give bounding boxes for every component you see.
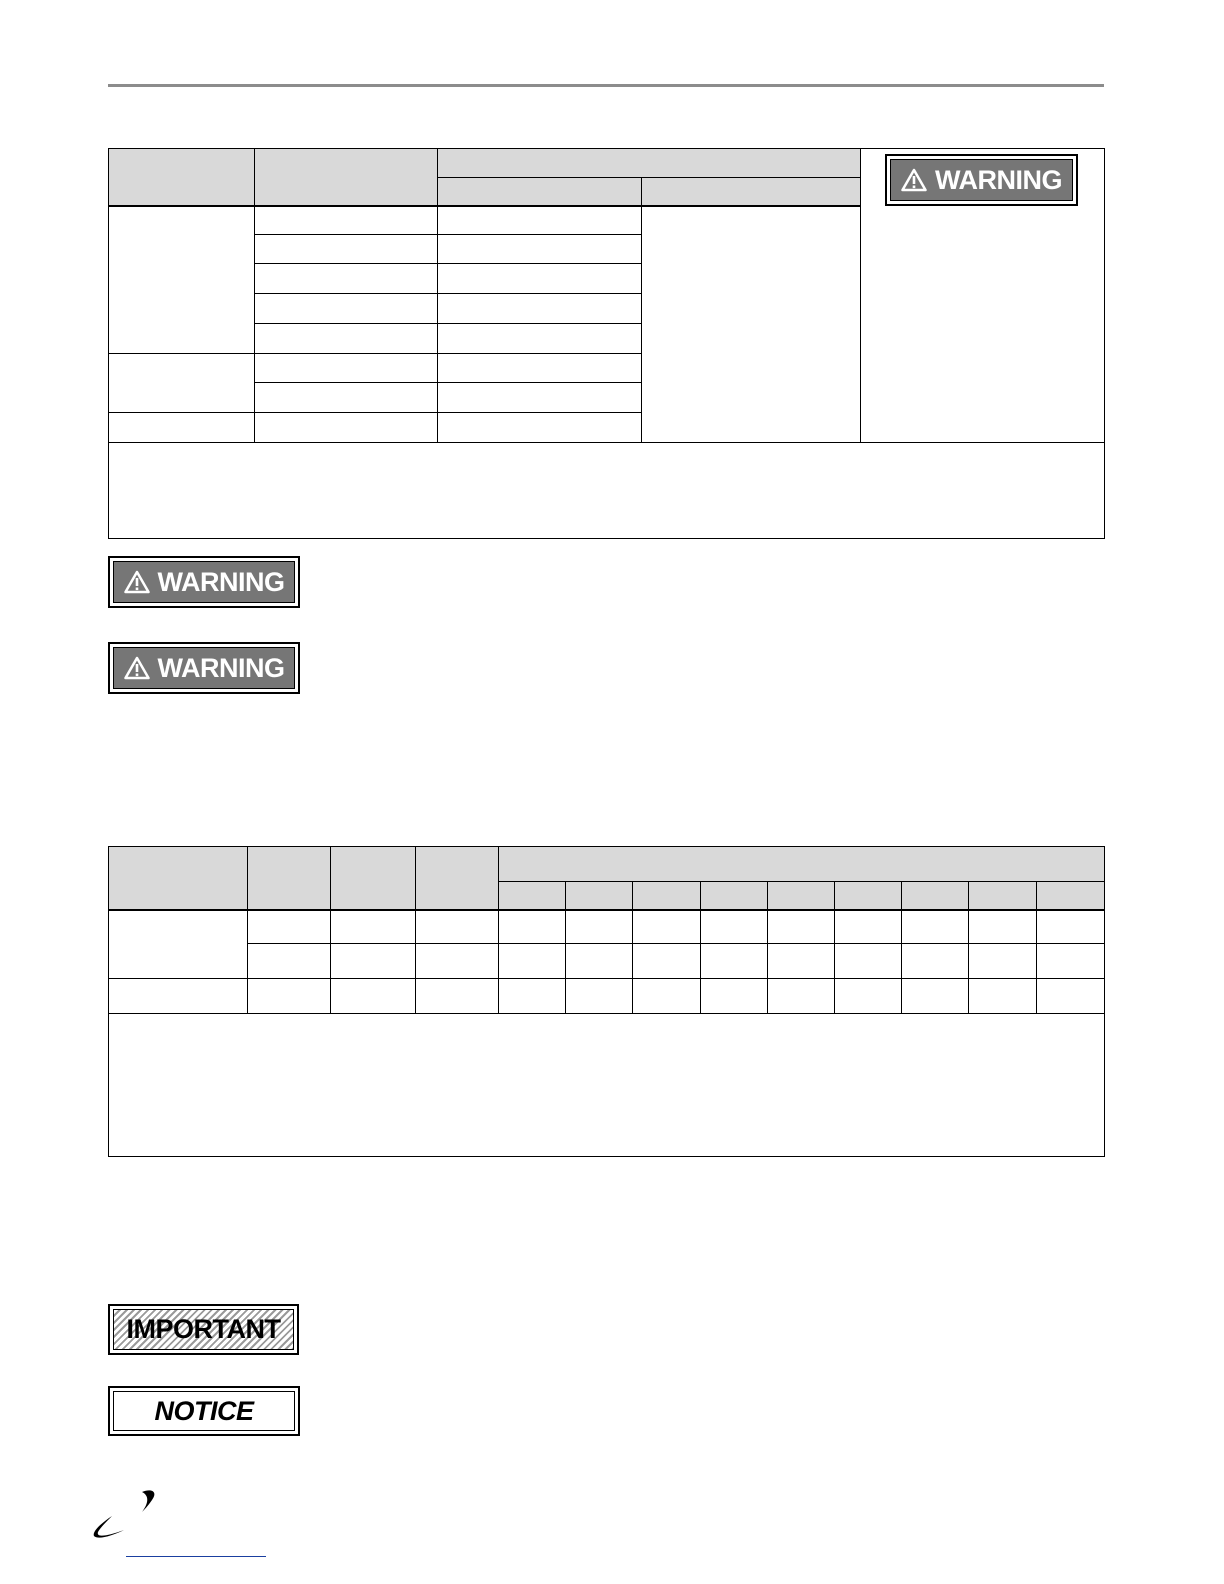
table-row-cell [255,383,438,413]
table-row-cell [109,354,255,413]
table-row-cell [1037,944,1105,979]
table-row-cell [701,910,768,944]
table-row-cell [969,944,1037,979]
table-row-cell [255,324,438,354]
table-2-subheader-cell [768,882,835,910]
table-1-header-cell [109,149,255,206]
table-row-cell [835,910,902,944]
table-row-cell [438,324,642,354]
table-row-cell [633,979,701,1014]
table-1-header-group [438,149,861,178]
table-1-header-cell [255,149,438,206]
important-label [108,1304,299,1355]
table-2-subheader-cell [633,882,701,910]
notice-label [108,1386,300,1436]
warning-label [108,642,300,694]
table-2-note [109,1014,1105,1157]
table-row-cell [566,979,633,1014]
header-rule [108,84,1104,87]
warning-label-text: WARNING [935,164,1062,195]
table-2-subheader-cell [1037,882,1105,910]
table-1-warning-cell [861,149,1105,443]
table-row-cell [416,944,499,979]
table-2-subheader-cell [902,882,969,910]
table-row-cell [255,354,438,383]
table-row-cell [109,910,248,979]
table-2-subheader-cell [566,882,633,910]
table-row-cell [701,944,768,979]
table-row-cell [499,979,566,1014]
table-2-header-cell [248,847,331,910]
table-row-cell [109,206,255,354]
warning-label [108,556,300,608]
warning-label-text: WARNING [157,566,285,597]
warning-triangle-icon [124,656,150,680]
table-row-cell [499,910,566,944]
table-row-cell [438,235,642,264]
table-row-cell [969,910,1037,944]
table-row-cell [633,910,701,944]
table-2-subheader-cell [835,882,902,910]
table-row-cell [701,979,768,1014]
notice-label-text: NOTICE [154,1395,254,1426]
table-row-cell [109,413,255,443]
table-row-cell [566,944,633,979]
table-row-cell [633,944,701,979]
table-2-header-group [499,847,1105,882]
table-1-subheader-cell [438,178,642,206]
table-2-header-cell [331,847,416,910]
important-label-text: IMPORTANT [126,1314,281,1344]
table-row-cell [255,206,438,235]
table-row-cell [438,383,642,413]
table-2-subheader-cell [499,882,566,910]
table-2 [108,846,1105,1157]
table-row-cell [969,979,1037,1014]
table-row-cell [438,264,642,294]
table-row-cell [1037,979,1105,1014]
table-row-cell [902,910,969,944]
table-row-cell [255,294,438,324]
table-row-cell [248,979,331,1014]
table-row-cell [255,264,438,294]
table-row-cell [499,944,566,979]
table-row-cell [109,979,248,1014]
table-row-cell [331,910,416,944]
table-row-cell [835,944,902,979]
table-row-cell [416,979,499,1014]
table-2-header-cell [109,847,248,910]
table-row-cell [248,944,331,979]
table-1-subheader-cell [642,178,861,206]
table-row-cell [255,235,438,264]
table-row-cell [902,979,969,1014]
table-row-cell [331,944,416,979]
table-row-cell [642,206,861,443]
table-1 [108,148,1105,539]
table-row-cell [768,944,835,979]
table-row-cell [331,979,416,1014]
table-1-note [109,443,1105,539]
table-2-header-cell [416,847,499,910]
table-row-cell [438,413,642,443]
table-row-cell [438,206,642,235]
table-row-cell [566,910,633,944]
table-row-cell [768,910,835,944]
table-row-cell [416,910,499,944]
table-row-cell [768,979,835,1014]
table-row-cell [438,294,642,324]
warning-label [885,154,1078,206]
table-row-cell [255,413,438,443]
warning-triangle-icon [901,168,927,192]
table-row-cell [248,910,331,944]
warning-triangle-icon [124,570,150,594]
table-2-subheader-cell [969,882,1037,910]
swoosh-logo-icon [86,1486,160,1542]
table-row-cell [1037,910,1105,944]
table-row-cell [835,979,902,1014]
warning-label-text: WARNING [157,652,285,683]
table-row-cell [438,354,642,383]
table-row-cell [902,944,969,979]
table-2-subheader-cell [701,882,768,910]
footer-link-underline[interactable] [126,1556,266,1557]
